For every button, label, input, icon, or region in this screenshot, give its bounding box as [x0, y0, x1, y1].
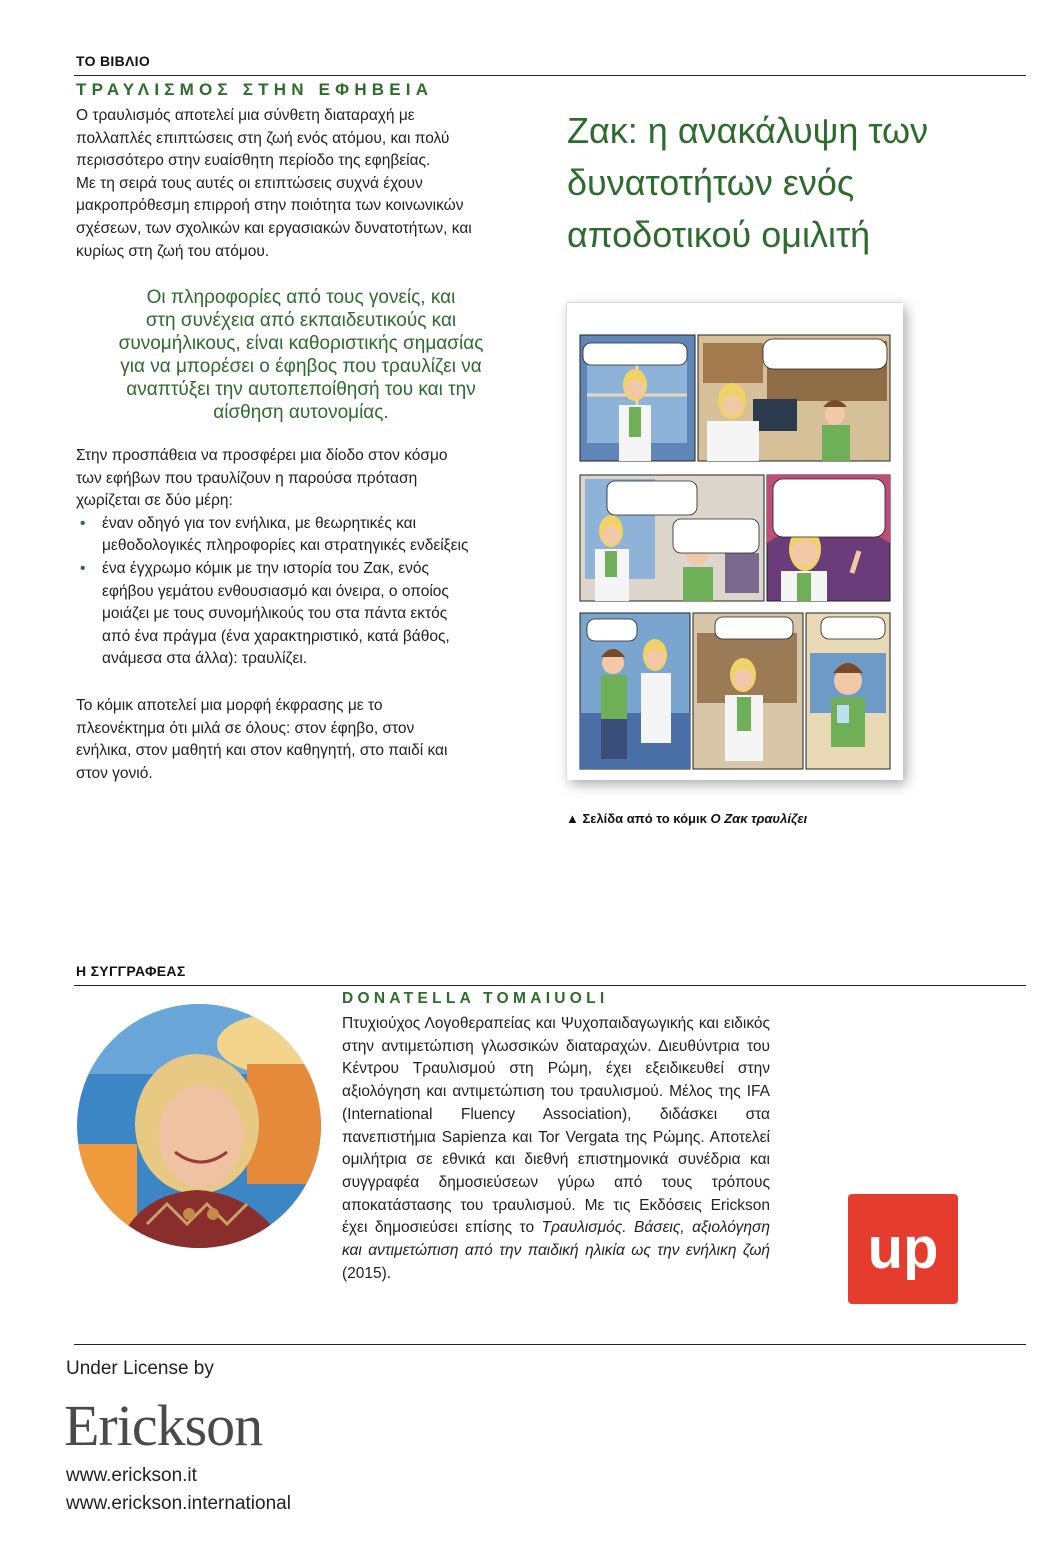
proposal-paragraph: Στην προσπάθεια να προσφέρει μια δίοδο στον κόσμο των εφήβων που τραυλίζουν η παρούσα πρόταση χωρίζεται σε δύο μέρη: • έναν οδηγό για τον ενήλικα, με θεωρητικές και μεθοδολογικές πληροφορίες και στρατηγικές ενδείξεις • ένα έγχρωμο κόμικ με την ιστορία του Ζακ, ενός εφήβου γεμάτου ενθουσιασμό και όνειρα, ο οποίος μοιάζει με τους συνομήλικούς του στα πάντα εκτός από ένα πράγμα (ένα χαρακτηριστικό, κατά βάθος, ανάμεσα στα άλλα): τραυλίζει. [76, 445, 536, 671]
author-photo [77, 1004, 321, 1248]
comic-page-image [566, 302, 902, 779]
author-section-label: Η ΣΥΓΓΡΑΦΕΑΣ [76, 963, 186, 979]
caption-title: Ο Ζακ τραυλίζει [710, 811, 808, 826]
comic-illustration [567, 303, 903, 780]
feature-title: Ζακ: η ανακάλυψη των δυνατοτήτων ενός αποδοτικού ομιλιτή [567, 110, 929, 255]
footer-divider [74, 1344, 1026, 1345]
url-it[interactable]: www.erickson.it [66, 1465, 197, 1486]
intro-paragraph: Ο τραυλισμός αποτελεί μια σύνθετη διαταραχή με πολλαπλές επιπτώσεις στη ζωή ενός ατόμου, και πολύ περισσότερο στην ευαίσθητη περίοδο της εφηβείας. Με τη σειρά τους αυτές οι επιπτώσεις συχνά έχουν μακροπρόθεσμη επιρροή στην ποιότητα των κοινωνικών σχέσεων, των σχολικών και εργασιακών δυνατοτήτων, και κυρίως στη ζωή του ατόμου. [76, 107, 472, 260]
license-text: Under License by [66, 1358, 214, 1379]
author-name: DONATELLA TOMAIUOLI [342, 990, 609, 1007]
author-bio: Πτυχιούχος Λογοθεραπείας και Ψυχοπαιδαγωγικής και ειδικός στην αντιμετώπιση γλωσσικών διαταραχών. Διευθύντρια του Κέντρου Τραυλισμού στη Ρώμη, έχει εξειδικευθεί στην αξιολόγηση και αντιμετώπιση του τραυλισμού. Μέλος της IFA (International Fluency Association), διδάσκει στα πανεπιστήμια Sapienza και Tor Vergata της Ρώμης. Αποτελεί ομιλήτρια σε εθνικά και διεθνή επιστημονικά συνέδρια και συγγραφέα δημοσιεύσεων γύρω από τους τρόπους αποκατάστασης του τραυλισμού. Με τις Εκδόσεις Erickson έχει δημοσιεύσει επίσης το Τραυλισμός. Βάσεις, αξιολόγηση και αντιμετώπιση από την παιδική ηλικία ως την ενήλικη ζωή (2015). [342, 1015, 770, 1282]
author-book-title: Τραυλισμός. Βάσεις, αξιολόγηση και αντιμετώπιση από την παιδική ηλικία ως την ενήλικη ζωή [342, 1219, 770, 1260]
comic-caption [566, 811, 807, 826]
erickson-logo: Erickson [64, 1393, 263, 1458]
caption-prefix: ▲ Σελίδα από το κόμικ [566, 811, 711, 826]
top-divider [74, 75, 1026, 76]
bullet-list [76, 513, 536, 671]
up-logo-text: up [867, 1216, 939, 1281]
bullet-item-guide: • έναν οδηγό για τον ενήλικα, με θεωρητικές και μεθοδολογικές πληροφορίες και στρατηγικές ενδείξεις [76, 513, 536, 558]
book-title: ΤΡΑΥΛΙΣΜΟΣ ΣΤΗΝ ΕΦΗΒΕΙΑ [76, 80, 434, 99]
up-logo [848, 1194, 958, 1304]
bullet-item-comic: • ένα έγχρωμο κόμικ με την ιστορία του Ζακ, ενός εφήβου γεμάτου ενθουσιασμό και όνειρα, ο οποίος μοιάζει με τους συνομήλικούς του στα πάντα εκτός από ένα πράγμα (ένα χαρακτηριστικό, κατά βάθος, ανάμεσα στα άλλα): τραυλίζει. [76, 558, 536, 671]
closing-paragraph: Το κόμικ αποτελεί μια μορφή έκφρασης με το πλεονέκτημα ότι μιλά σε όλους: στον έφηβο, στον ενήλικα, στον μαθητή και στον καθηγητή, στο παιδί και στον γονιό. [76, 697, 448, 782]
book-section-label: ΤΟ ΒΙΒΛΙΟ [76, 53, 151, 69]
author-portrait [77, 1004, 321, 1248]
author-divider [74, 985, 1026, 986]
pull-quote: Οι πληροφορίες από τους γονείς, και στη συνέχεια από εκπαιδευτικούς και συνομήλικους, είναι καθοριστικής σημασίας για να μπορέσει ο έφηβος που τραυλίζει να αναπτύξει την αυτοπεποίθησή του και την αίσθηση αυτονομίας. [118, 287, 484, 423]
url-international[interactable]: www.erickson.international [66, 1493, 291, 1514]
